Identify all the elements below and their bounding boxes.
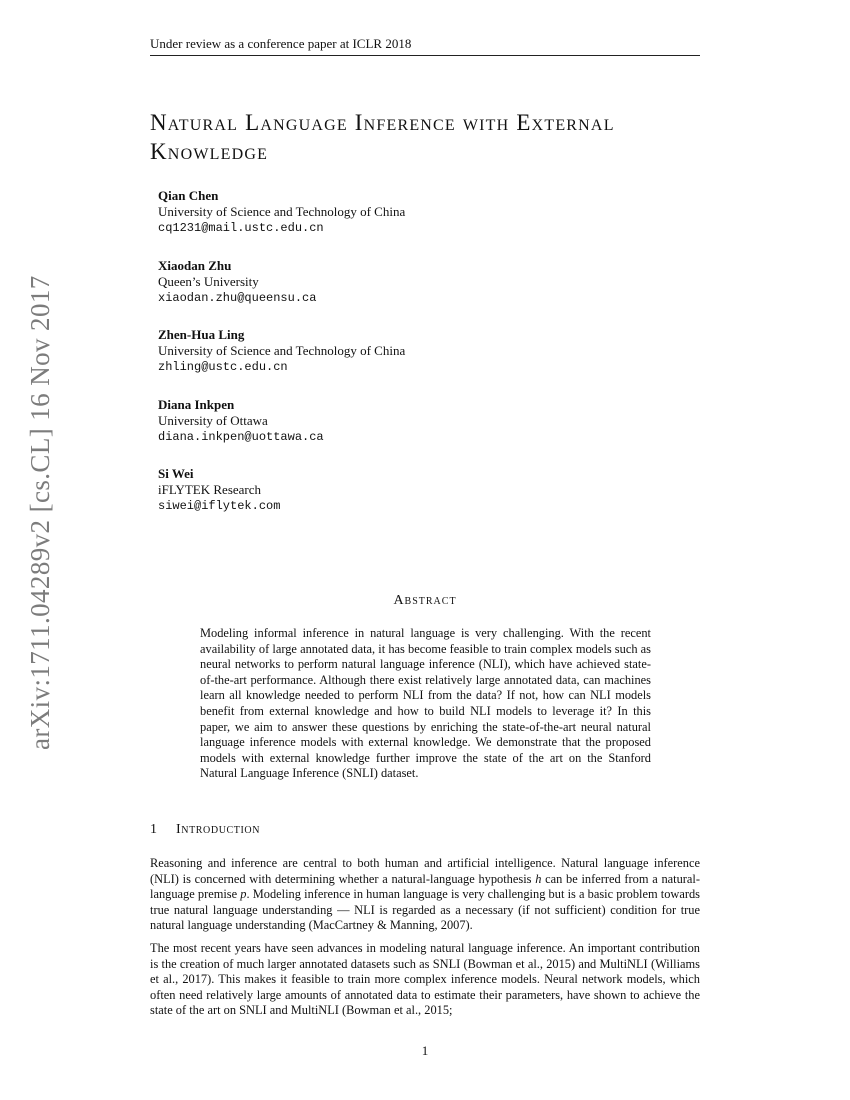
author-email: zhling@ustc.edu.cn	[158, 360, 288, 374]
abstract-heading: Abstract	[393, 593, 457, 608]
hypothesis-var: h	[535, 871, 542, 886]
author-name: Si Wei	[158, 466, 194, 481]
author-affiliation: University of Science and Technology of China	[158, 204, 406, 219]
title-line-1: Natural Language Inference with External	[150, 110, 615, 135]
author-name: Qian Chen	[158, 188, 219, 203]
author-email: siwei@iflytek.com	[158, 499, 281, 513]
author-block-5	[158, 466, 280, 514]
paper-title	[150, 108, 710, 166]
abstract-text: Modeling informal inference in natural language is very challenging. With the recent availability of large annotated data, it has become feasible to train complex models such as neural networks to perform natural language inference (NLI), which have achieved state-of-the-art performance. Although there exist relatively large annotated data, can machines learn all knowledge needed to perform NLI from the data? If not, how can NLI models benefit from external knowledge and how to build NLI models to leverage it? In this paper, we aim to answer these questions by enriching the state-of-the-art neural natural language inference models with external knowledge. We demonstrate that the proposed models with external knowledge further improve the state of the art on the Stanford Natural Language Inference (SNLI) dataset.	[200, 626, 651, 781]
author-block-3	[158, 327, 405, 375]
intro-paragraph-2: The most recent years have seen advances in modeling natural language inference. An important contribution is the creation of much larger annotated datasets such as SNLI (Bowman et al., 2015) and MultiNLI (Williams et al., 2017). This makes it feasible to train more complex inference models. Neural network models, which often need relatively large amounts of annotated data to estimate their parameters, have shown to achieve the state of the art on SNLI and MultiNLI (Bowman et al., 2015;	[150, 941, 700, 1018]
arxiv-stamp: arXiv:1711.04289v2 [cs.CL] 16 Nov 2017	[25, 275, 55, 750]
author-affiliation: Queen’s University	[158, 274, 259, 289]
premise-var: p	[240, 887, 247, 902]
author-block-4	[158, 397, 324, 445]
author-email: diana.inkpen@uottawa.ca	[158, 430, 324, 444]
para1-text-b: can be inferred from a natural-language premise	[150, 871, 700, 902]
author-name: Xiaodan Zhu	[158, 258, 232, 273]
author-affiliation: University of Science and Technology of China	[158, 343, 406, 358]
para1-text-a: Reasoning and inference are central to both human and artificial intelligence. Natural language inference (NLI) is concerned with determining whether a natural-language hypothesis	[150, 856, 700, 886]
para1-text-c: . Modeling inference in human language is very challenging but is a basic problem towards true natural language understanding — NLI is regarded as a necessary (if not sufficient) condition for true natural language understanding (MacCartney & Manning, 2007).	[150, 887, 700, 933]
author-name: Diana Inkpen	[158, 397, 235, 412]
author-block-1	[158, 188, 405, 236]
author-name: Zhen-Hua Ling	[158, 327, 245, 342]
author-affiliation: iFLYTEK Research	[158, 482, 262, 497]
section-number: 1	[150, 822, 158, 837]
section-title: Introduction	[176, 822, 261, 837]
running-header: Under review as a conference paper at ICLR 2018	[150, 36, 700, 56]
author-email: xiaodan.zhu@queensu.ca	[158, 291, 317, 305]
author-block-2	[158, 258, 316, 306]
title-line-2: Knowledge	[150, 139, 269, 164]
page-number: 1	[421, 1043, 429, 1058]
author-affiliation: University of Ottawa	[158, 413, 268, 428]
author-email: cq1231@mail.ustc.edu.cn	[158, 221, 324, 235]
section-heading	[150, 822, 260, 838]
intro-paragraph-1	[150, 856, 700, 934]
